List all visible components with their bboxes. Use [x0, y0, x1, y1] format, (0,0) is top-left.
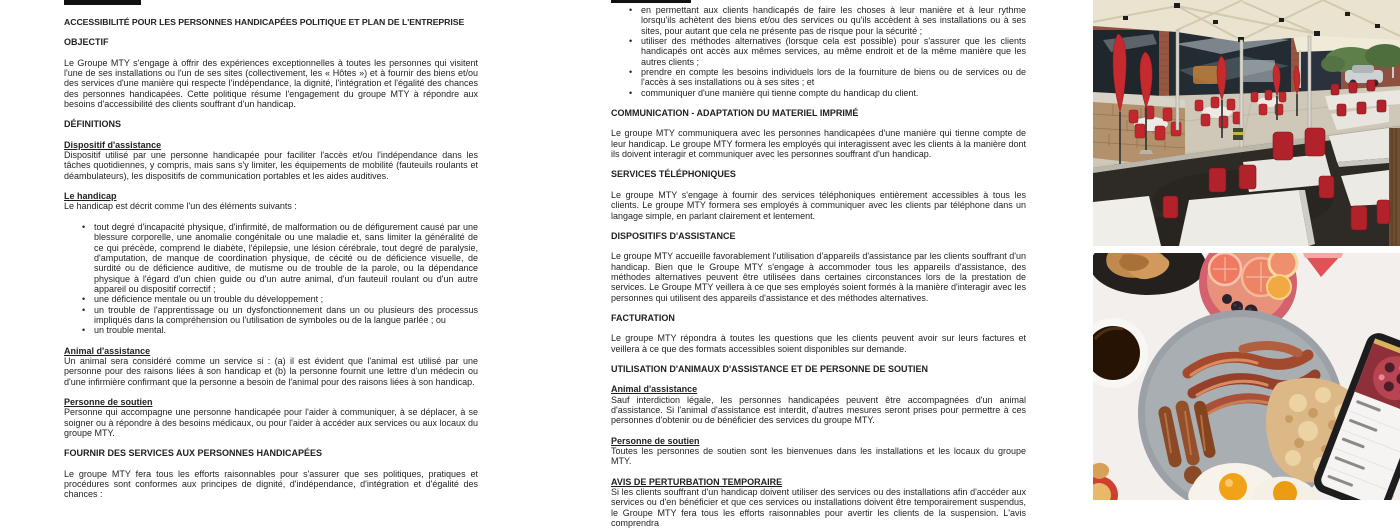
bullet-item: • prendre en compte les besoins individuels lors de la fourniture de biens ou de services ou de l'accès à ses installations ou à ses sites ; et [641, 67, 1026, 88]
section-paragraph: Le handicap est décrit comme l'un des éléments suivants : [64, 201, 297, 212]
section-paragraph: Le groupe MTY répondra à toutes les questions que les clients peuvent avoir sur leurs factures et veillera à ce que des formats accessibles soient disponibles sur demande. [611, 333, 1026, 354]
section-paragraph: Le groupe MTY accueille favorablement l'utilisation d'appareils d'assistance par les clients souffrant d'un handicap. Bien que le Groupe MTY s'engage à accommoder tous les appareils d'assistance, des méthodes alternatives peuvent être utilisées dans certaines circonstances lors de la prestation de services. Le Groupe MTY veillera à ce que ses employés soient formés à la manière d'interagir avec les personnes qui utilisent des appareils d'assistance et des méthodes alternatives. [611, 251, 1026, 303]
bullet-item: • un trouble de l'apprentissage ou un dysfonctionnement dans un ou plusieurs des processus impliqués dans la compréhension ou l'utilisation de symboles ou de la langue parlée ; ou [94, 305, 478, 326]
section-paragraph: Le Groupe MTY s'engage à offrir des expériences exceptionnelles à toutes les personnes qui visitent l'une de ses installations ou l'un de ses sites (collectivement, les « Hôtes ») et à fournir des biens et/ou des services d'une manière qui respecte l'indépendance, la dignité, l'intégration et l'égalité des chances des personnes handicapées. Cette politique résume l'engagement du groupe MTY à répondre aux besoins d'accessibilité des clients souffrant d'un handicap. [64, 57, 478, 110]
column-2 [611, 0, 1026, 528]
bullet-item: • communiquer d'une manière qui tienne compte du handicap du client. [641, 88, 1026, 98]
section-subheading: Le handicap [64, 191, 117, 202]
section-paragraph: Sauf interdiction légale, les personnes handicapées peuvent être accompagnées d'un animal d'assistance. Si l'animal d'assistance est interdit, d'autres mesures seront prises pour permettre à ces personnes d'obtenir ou de bénéficier des services du groupe MTY. [611, 394, 1026, 426]
section-subheading: AVIS DE PERTURBATION TEMPORAIRE [611, 476, 783, 487]
section-subheading: Dispositif d'assistance [64, 139, 162, 150]
page-title: ACCESSIBILITÉ POUR LES PERSONNES HANDICAPÉES POLITIQUE ET PLAN DE L'ENTREPRISE [64, 17, 465, 27]
breakfast-photo-illustration [1093, 253, 1400, 500]
section-paragraph: Le groupe MTY fera tous les efforts raisonnables pour s'assurer que ses politiques, pratiques et procédures sont conformes aux principes de dignité, d'indépendance, d'intégration et d'égalité des chances : [64, 468, 478, 500]
bullet-item: • en permettant aux clients handicapés de faire les choses à leur manière et à leur rythme lorsqu'ils achètent des biens et/ou des services ou qu'ils accèdent à ses installations ou à ses sites, pour autant que cela ne présente pas de risque pour la sécurité ; [641, 5, 1026, 36]
bullet-list [64, 222, 478, 336]
section-heading: COMMUNICATION - ADAPTATION DU MATERIEL IMPRIMÉ [611, 108, 859, 119]
bullet-item: • tout degré d'incapacité physique, d'infirmité, de malformation ou de défigurement causé par une blessure corporelle, une anomalie congénitale ou une maladie et, sans limiter la généralité de ce qui précède, comprend le diabète, l'épilepsie, une lésion cérébrale, tout degré de paralysie, d'amputation, de manque de coordination physique, de cécité ou de déficience visuelle, de surdité ou de déficience auditive, de mutisme ou de trouble de la parole, ou la dépendance physique à l'égard d'un chien guide ou d'un autre animal, d'un fauteuil roulant ou d'un autre appareil ou dispositif correctif ; [94, 222, 478, 294]
section-heading: DISPOSITIFS D'ASSISTANCE [611, 230, 736, 241]
section-paragraph: Personne qui accompagne une personne handicapée pour l'aider à communiquer, à se déplacer, à se soigner ou à répondre à des besoins médicaux, ou pour l'aider à accéder aux services ou aux locaux du groupe MTY. [64, 407, 478, 438]
section-paragraph: Un animal sera considéré comme un service si : (a) il est évident que l'animal est utilisé par une personne pour des raisons liées à son handicap et (b) la personne fournit une lettre d'un médecin ou d'une infirmière confirmant que la personne a besoin de l'animal pour des raisons liées à son handicap. [64, 355, 478, 387]
section-subheading: Personne de soutien [611, 435, 700, 446]
section-paragraph: Si les clients souffrant d'un handicap doivent utiliser des services ou des installations afin d'accéder aux services ou d'en bénéficier et que ces services ou installations doivent être temporairement suspendus, le Groupe MTY fera tous les efforts raisonnables pour avertir les clients de la suspension. L'avis comprendra [611, 487, 1026, 528]
section-subheading: Animal d'assistance [64, 345, 151, 356]
section-subheading: Personne de soutien [64, 396, 153, 407]
section-heading: SERVICES TÉLÉPHONIQUES [611, 169, 736, 180]
patio-photo [1093, 0, 1400, 246]
section-heading: DÉFINITIONS [64, 119, 122, 130]
section-paragraph: Dispositif utilisé par une personne handicapée pour faciliter l'accès et/ou l'indépendance dans les tâches quotidiennes, y compris, mais sans s'y limiter, les équipements de mobilité (fauteuils roulants et déambulateurs), les dispositifs de communication portables et les aides auditives. [64, 150, 478, 181]
bullet-list [611, 5, 1026, 98]
patio-photo-illustration [1093, 0, 1400, 246]
section-paragraph: Le groupe MTY communiquera avec les personnes handicapées d'une manière qui tienne compte de leur handicap. Le groupe MTY formera les employés qui interagissent avec les clients à la manière dont ils doivent interagir et communiquer avec les personnes souffrant d'un handicap. [611, 128, 1026, 160]
section-paragraph: Le groupe MTY s'engage à fournir des services téléphoniques entièrement accessibles à tous les clients. Le groupe MTY formera ses employés à communiquer avec les clients par téléphone dans un langage simple, en parlant clairement et lentement. [611, 189, 1026, 221]
bullet-item: • un trouble mental. [94, 325, 478, 335]
breakfast-photo [1093, 253, 1400, 500]
section-heading: OBJECTIF [64, 37, 109, 48]
section-heading: UTILISATION D'ANIMAUX D'ASSISTANCE ET DE PERSONNE DE SOUTIEN [611, 363, 928, 374]
section-heading: FOURNIR DES SERVICES AUX PERSONNES HANDICAPÉES [64, 448, 323, 459]
column-1-content [64, 5, 478, 500]
section-paragraph: Toutes les personnes de soutien sont les bienvenues dans les installations et les locaux du groupe MTY. [611, 446, 1026, 467]
wood-fence [1389, 128, 1400, 246]
column-1 [64, 0, 478, 500]
bullet-item: • une déficience mentale ou un trouble du développement ; [94, 294, 478, 304]
bullet-item: • utiliser des méthodes alternatives (lorsque cela est possible) pour s'assurer que les clients handicapés ont accès aux mêmes services, au même endroit et de la même manière que les autres clients ; [641, 36, 1026, 67]
column-2-content [611, 3, 1026, 528]
section-heading: FACTURATION [611, 312, 675, 323]
section-subheading: Animal d'assistance [611, 384, 698, 395]
